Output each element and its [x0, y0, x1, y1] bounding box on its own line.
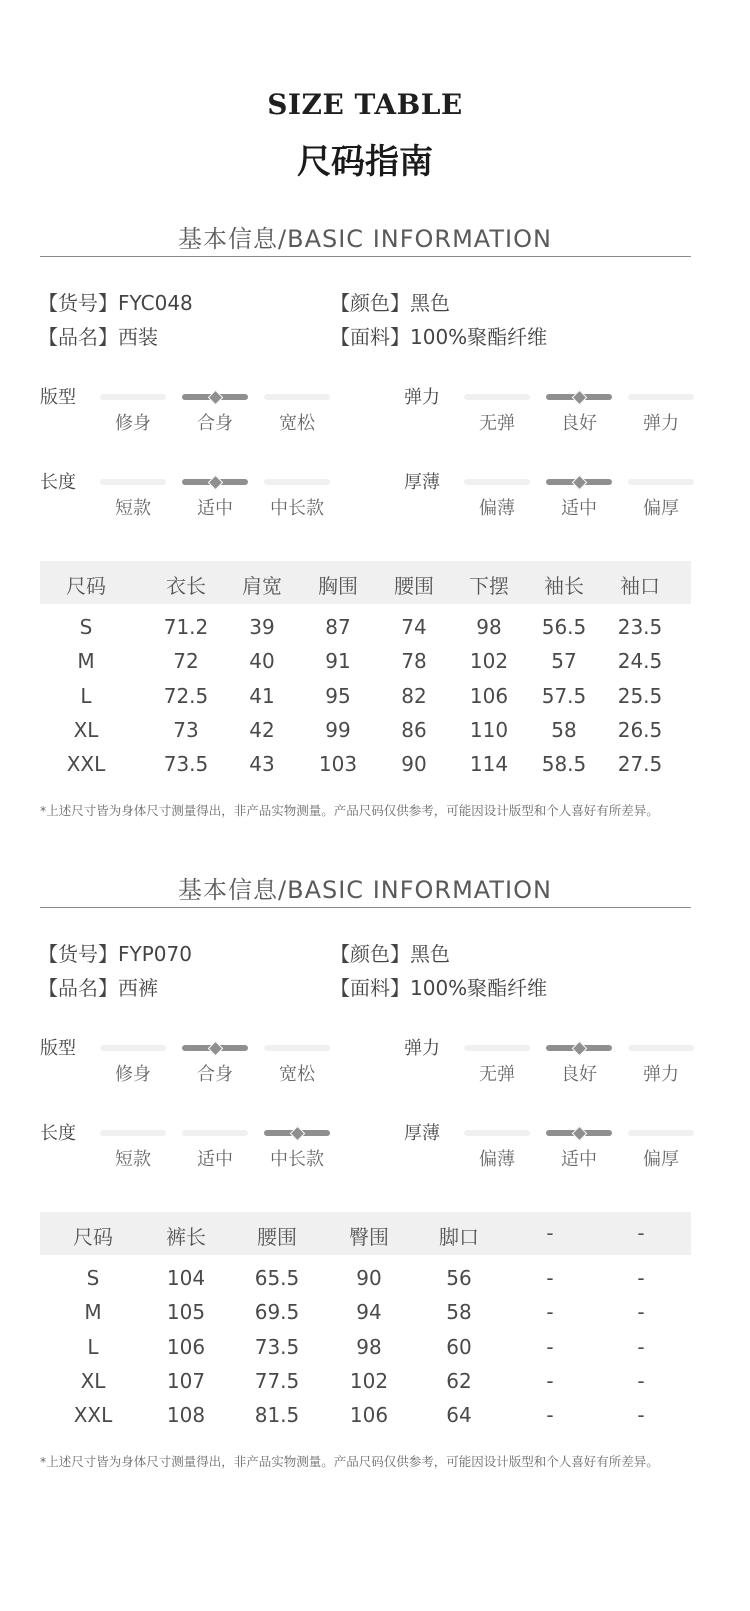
table-cell: 104 [166, 1266, 206, 1290]
table-header-cell: 臀围 [349, 1225, 389, 1249]
table-cell: 98 [476, 615, 502, 639]
scale-option-label: 无弹 [479, 413, 515, 434]
table-cell: 108 [166, 1403, 206, 1428]
scale-marker [207, 474, 223, 490]
table-header-cell: 裤长 [166, 1225, 206, 1249]
table-header-cell: 袖口 [620, 574, 660, 598]
table-cell: 72 [173, 649, 199, 674]
info-value: 黑色 [410, 291, 450, 315]
page-title-cn: 尺码指南 [297, 142, 433, 182]
disclaimer-note: *上述尺寸皆为身体尺寸测量得出，非产品实物测量。产品尺码仅供参考，可能因设计版型和个人喜好有所差异。 [40, 1454, 659, 1469]
table-header-cell: 脚口 [439, 1225, 479, 1249]
scale-segment [628, 394, 694, 400]
table-cell: 78 [401, 649, 427, 674]
table-cell: 107 [166, 1368, 206, 1393]
scale-segment [100, 394, 166, 400]
scale-option-label: 宽松 [279, 413, 315, 434]
info-item [330, 972, 547, 1001]
size-label-cell: XXL [73, 1403, 113, 1428]
size-label-cell: XXL [66, 752, 106, 777]
scale-segment-selected [546, 479, 612, 485]
scale-segment [628, 1130, 694, 1136]
scale-option-label: 适中 [561, 1149, 597, 1170]
scale-marker [289, 1125, 305, 1141]
scale-segment [264, 1045, 330, 1051]
table-cell: 60 [446, 1334, 472, 1359]
table-cell: 39 [249, 615, 275, 639]
scale-segment [100, 1130, 166, 1136]
attribute-label: 长度 [40, 1123, 76, 1144]
scale-segment-selected [264, 1130, 330, 1136]
table-cell: 73 [173, 717, 199, 742]
table-cell: 95 [325, 683, 351, 708]
scale-option-label: 偏厚 [643, 1149, 679, 1170]
section-header: 基本信息/BASIC INFORMATION [178, 225, 552, 253]
size-section [0, 870, 750, 1490]
table-cell: 91 [325, 649, 351, 674]
table-cell: 57.5 [541, 683, 587, 708]
size-label-cell: XL [73, 717, 99, 742]
table-cell: 23.5 [617, 615, 663, 639]
table-cell: 58 [446, 1300, 472, 1325]
info-item [330, 938, 450, 967]
table-cell: 99 [325, 717, 351, 742]
table-cell: 102 [349, 1368, 389, 1393]
scale-option-label: 偏薄 [479, 1149, 515, 1170]
table-header-cell: - [637, 1221, 645, 1245]
section-divider [40, 907, 691, 908]
table-cell: 106 [166, 1334, 206, 1359]
scale-marker [571, 474, 587, 490]
scale-option-label: 适中 [561, 498, 597, 519]
scale-option-label: 弹力 [643, 413, 679, 434]
table-cell: 114 [469, 752, 509, 777]
table-cell: 94 [356, 1300, 382, 1325]
scale-option-label: 中长款 [270, 498, 324, 519]
table-cell: - [546, 1334, 554, 1359]
scale-segment-selected [182, 394, 248, 400]
info-key: 【品名】 [38, 325, 118, 349]
table-cell: 98 [356, 1334, 382, 1359]
table-cell: 56 [446, 1266, 472, 1290]
size-label-cell: S [86, 1266, 100, 1290]
table-cell: 40 [249, 649, 275, 674]
table-cell: 26.5 [617, 717, 663, 742]
size-label-cell: M [77, 649, 95, 674]
page-title-en: SIZE TABLE [267, 88, 463, 121]
scale-segment [100, 1045, 166, 1051]
table-cell: 102 [469, 649, 509, 674]
scale-option-label: 无弹 [479, 1064, 515, 1085]
table-cell: - [637, 1334, 645, 1359]
scale-segment-selected [182, 1045, 248, 1051]
table-cell: 106 [469, 683, 509, 708]
scale-marker [571, 1125, 587, 1141]
table-cell: - [637, 1266, 645, 1290]
table-cell: 27.5 [617, 752, 663, 777]
scale-option-label: 偏薄 [479, 498, 515, 519]
scale-marker [207, 389, 223, 405]
size-label-cell: S [79, 615, 93, 639]
attribute-label: 弹力 [404, 1038, 440, 1059]
info-item [330, 287, 450, 316]
scale-segment-selected [182, 479, 248, 485]
scale-segment [464, 1130, 530, 1136]
scale-segment-selected [546, 394, 612, 400]
scale-marker [571, 1040, 587, 1056]
scale-marker [207, 1040, 223, 1056]
table-header-cell: 腰围 [257, 1225, 297, 1249]
attribute-label: 厚薄 [404, 1123, 440, 1144]
info-key: 【颜色】 [330, 942, 410, 966]
table-cell: 72.5 [163, 683, 209, 708]
table-cell: 42 [249, 717, 275, 742]
scale-marker [571, 389, 587, 405]
table-cell: 58.5 [541, 752, 587, 777]
table-cell: 62 [446, 1368, 472, 1393]
size-section [0, 219, 750, 839]
scale-segment [264, 394, 330, 400]
scale-option-label: 良好 [561, 413, 597, 434]
scale-segment [628, 1045, 694, 1051]
table-cell: 56.5 [541, 615, 587, 639]
info-key: 【货号】 [38, 291, 118, 315]
info-key: 【颜色】 [330, 291, 410, 315]
table-cell: 41 [249, 683, 275, 708]
info-key: 【面料】 [330, 325, 410, 349]
scale-option-label: 短款 [115, 1149, 151, 1170]
table-cell: 64 [446, 1403, 472, 1428]
table-cell: 105 [166, 1300, 206, 1325]
table-cell: 90 [356, 1266, 382, 1290]
table-header-cell: 胸围 [318, 574, 358, 598]
scale-option-label: 弹力 [643, 1064, 679, 1085]
table-cell: 82 [401, 683, 427, 708]
table-header-cell: 袖长 [544, 574, 584, 598]
table-cell: - [637, 1368, 645, 1393]
attribute-label: 厚薄 [404, 472, 440, 493]
table-cell: 24.5 [617, 649, 663, 674]
scale-option-label: 合身 [197, 413, 233, 434]
info-value: FYC048 [118, 291, 193, 315]
table-cell: - [546, 1266, 554, 1290]
table-header-cell: 尺码 [66, 574, 106, 598]
scale-option-label: 中长款 [270, 1149, 324, 1170]
scale-option-label: 修身 [115, 1064, 151, 1085]
attribute-label: 长度 [40, 472, 76, 493]
table-header-cell: 下摆 [469, 574, 509, 598]
info-item [38, 938, 192, 967]
scale-segment [464, 1045, 530, 1051]
scale-option-label: 适中 [197, 1149, 233, 1170]
table-cell: 71.2 [163, 615, 209, 639]
table-cell: 74 [401, 615, 427, 639]
info-value: FYP070 [118, 942, 192, 966]
scale-option-label: 适中 [197, 498, 233, 519]
scale-option-label: 偏厚 [643, 498, 679, 519]
scale-segment-selected [546, 1130, 612, 1136]
size-label-cell: L [87, 1334, 99, 1359]
info-item [38, 287, 193, 316]
info-key: 【品名】 [38, 976, 118, 1000]
table-cell: - [637, 1403, 645, 1428]
table-cell: 73.5 [254, 1334, 300, 1359]
section-divider [40, 256, 691, 257]
table-cell: 87 [325, 615, 351, 639]
info-item [38, 321, 158, 350]
info-value: 100%聚酯纤维 [410, 976, 548, 1000]
table-header-cell: 尺码 [73, 1225, 113, 1249]
info-value: 西装 [118, 325, 158, 349]
attribute-label: 版型 [40, 1038, 76, 1059]
table-cell: 90 [401, 752, 427, 777]
table-cell: 77.5 [254, 1368, 300, 1393]
size-label-cell: M [84, 1300, 102, 1325]
table-header-cell: 腰围 [394, 574, 434, 598]
table-header-cell: 衣长 [166, 574, 206, 598]
info-item [38, 972, 158, 1001]
table-cell: 110 [469, 717, 509, 742]
scale-segment [464, 394, 530, 400]
table-cell: 57 [551, 649, 577, 674]
table-cell: - [546, 1403, 554, 1428]
table-header-cell: 肩宽 [242, 574, 282, 598]
info-value: 黑色 [410, 942, 450, 966]
section-header: 基本信息/BASIC INFORMATION [178, 876, 552, 904]
scale-option-label: 合身 [197, 1064, 233, 1085]
table-cell: 43 [249, 752, 275, 777]
scale-segment-selected [546, 1045, 612, 1051]
table-cell: 106 [349, 1403, 389, 1428]
table-cell: 103 [318, 752, 358, 777]
table-header-cell: - [546, 1221, 554, 1245]
info-key: 【面料】 [330, 976, 410, 1000]
size-label-cell: XL [80, 1368, 106, 1393]
attribute-label: 版型 [40, 387, 76, 408]
table-cell: 81.5 [254, 1403, 300, 1428]
size-label-cell: L [80, 683, 92, 708]
scale-segment [264, 479, 330, 485]
info-value: 西裤 [118, 976, 158, 1000]
table-cell: - [546, 1368, 554, 1393]
attribute-label: 弹力 [404, 387, 440, 408]
table-cell: - [637, 1300, 645, 1325]
scale-option-label: 修身 [115, 413, 151, 434]
scale-option-label: 良好 [561, 1064, 597, 1085]
table-cell: 69.5 [254, 1300, 300, 1325]
table-cell: 65.5 [254, 1266, 300, 1290]
table-cell: 25.5 [617, 683, 663, 708]
table-cell: - [546, 1300, 554, 1325]
scale-segment [100, 479, 166, 485]
scale-segment [628, 479, 694, 485]
disclaimer-note: *上述尺寸皆为身体尺寸测量得出，非产品实物测量。产品尺码仅供参考，可能因设计版型和个人喜好有所差异。 [40, 803, 659, 818]
table-cell: 58 [551, 717, 577, 742]
info-value: 100%聚酯纤维 [410, 325, 548, 349]
scale-option-label: 宽松 [279, 1064, 315, 1085]
table-cell: 86 [401, 717, 427, 742]
info-item [330, 321, 547, 350]
scale-segment [464, 479, 530, 485]
info-key: 【货号】 [38, 942, 118, 966]
table-cell: 73.5 [163, 752, 209, 777]
scale-segment [182, 1130, 248, 1136]
scale-option-label: 短款 [115, 498, 151, 519]
